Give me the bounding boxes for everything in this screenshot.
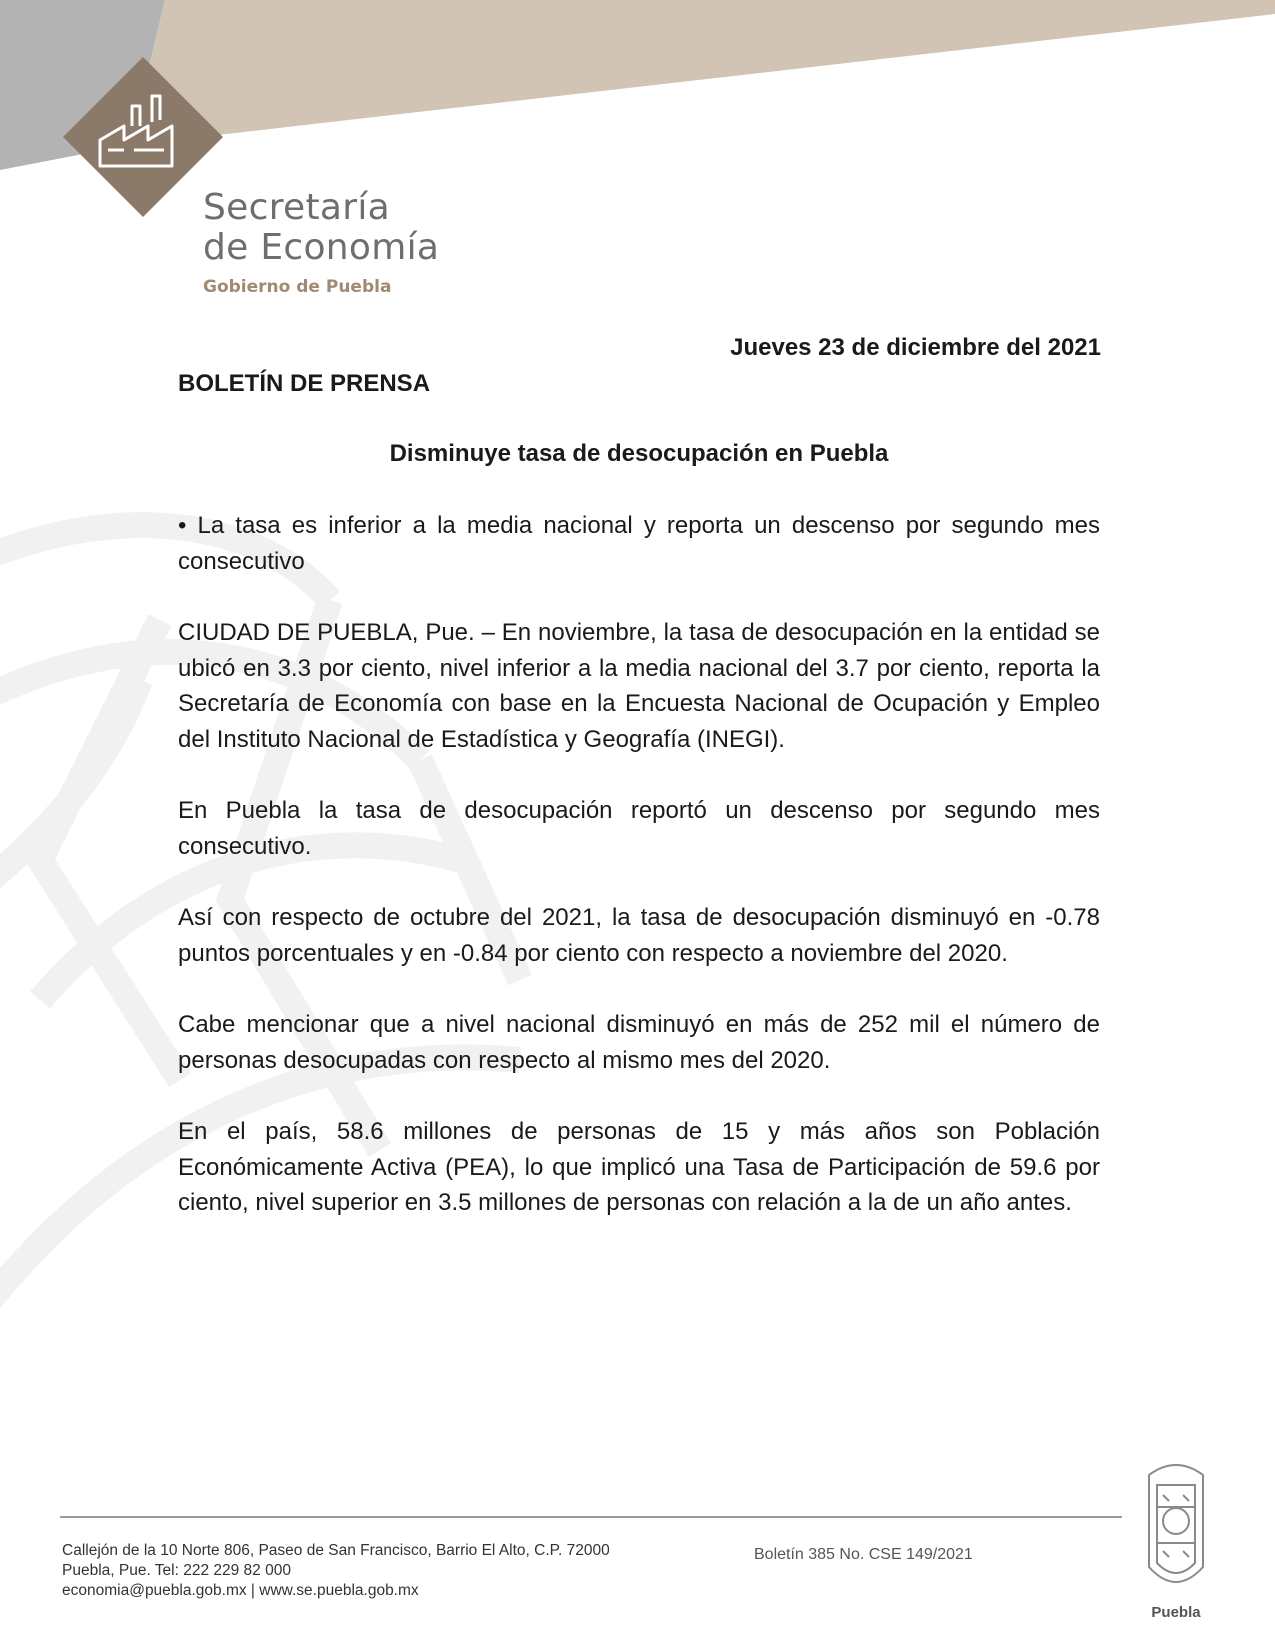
seal-label: Puebla	[1151, 1604, 1201, 1621]
phone-line: Puebla, Pue. Tel: 222 229 82 000	[62, 1562, 291, 1579]
paragraph: Así con respecto de octubre del 2021, la tasa de desocupación disminuyó en -0.78 puntos porcentuales y en -0.84 por ciento con respecto a noviembre del 2020.	[178, 904, 1100, 967]
logo-subtitle: Gobierno de Puebla	[203, 277, 392, 297]
paragraph: En Puebla la tasa de desocupación reportó un descenso por segundo mes consecutivo.	[178, 797, 1100, 860]
logo-title-line2: de Economía	[203, 227, 440, 268]
paragraph: Cabe mencionar que a nivel nacional disminuyó en más de 252 mil el número de personas desocupadas con respecto al mismo mes del 2020.	[178, 1011, 1100, 1074]
paragraph: En el país, 58.6 millones de personas de 15 y más años son Población Económicamente Activa (PEA), lo que implicó una Tasa de Participación de 59.6 por ciento, nivel superior en 3.5 millones de personas con relación a la de un año antes.	[178, 1118, 1100, 1216]
bulletin-label: BOLETÍN DE PRENSA	[178, 370, 431, 397]
paragraph-bullet: • La tasa es inferior a la media nacional y reporta un descenso por segundo mes consecutivo	[178, 512, 1100, 575]
state-seal-icon	[1143, 1455, 1209, 1603]
footer-address	[62, 1541, 610, 1601]
bulletin-body	[178, 508, 1100, 1257]
paragraph: CIUDAD DE PUEBLA, Pue. – En noviembre, la tasa de desocupación en la entidad se ubicó en 3.3 por ciento, nivel inferior a la media nacional del 3.7 por ciento, reporta la Secretaría de Economía con base en la Encuesta Nacional de Ocupación y Empleo del Instituto Nacional de Estadística y Geografía (INEGI).	[178, 619, 1100, 753]
bulletin-date: Jueves 23 de diciembre del 2021	[730, 334, 1101, 361]
address-line: Callejón de la 10 Norte 806, Paseo de San Francisco, Barrio El Alto, C.P. 72000	[62, 1542, 610, 1559]
bulletin-number: Boletín 385 No. CSE 149/2021	[754, 1546, 973, 1563]
header-beige-band	[130, 0, 1275, 145]
footer-divider	[60, 1516, 1122, 1518]
contact-line[interactable]: economia@puebla.gob.mx | www.se.puebla.gob.mx	[62, 1582, 419, 1599]
logo-title-line1: Secretaría	[203, 187, 390, 228]
logo-title	[203, 188, 439, 268]
headline: Disminuye tasa de desocupación en Puebla	[389, 440, 889, 467]
